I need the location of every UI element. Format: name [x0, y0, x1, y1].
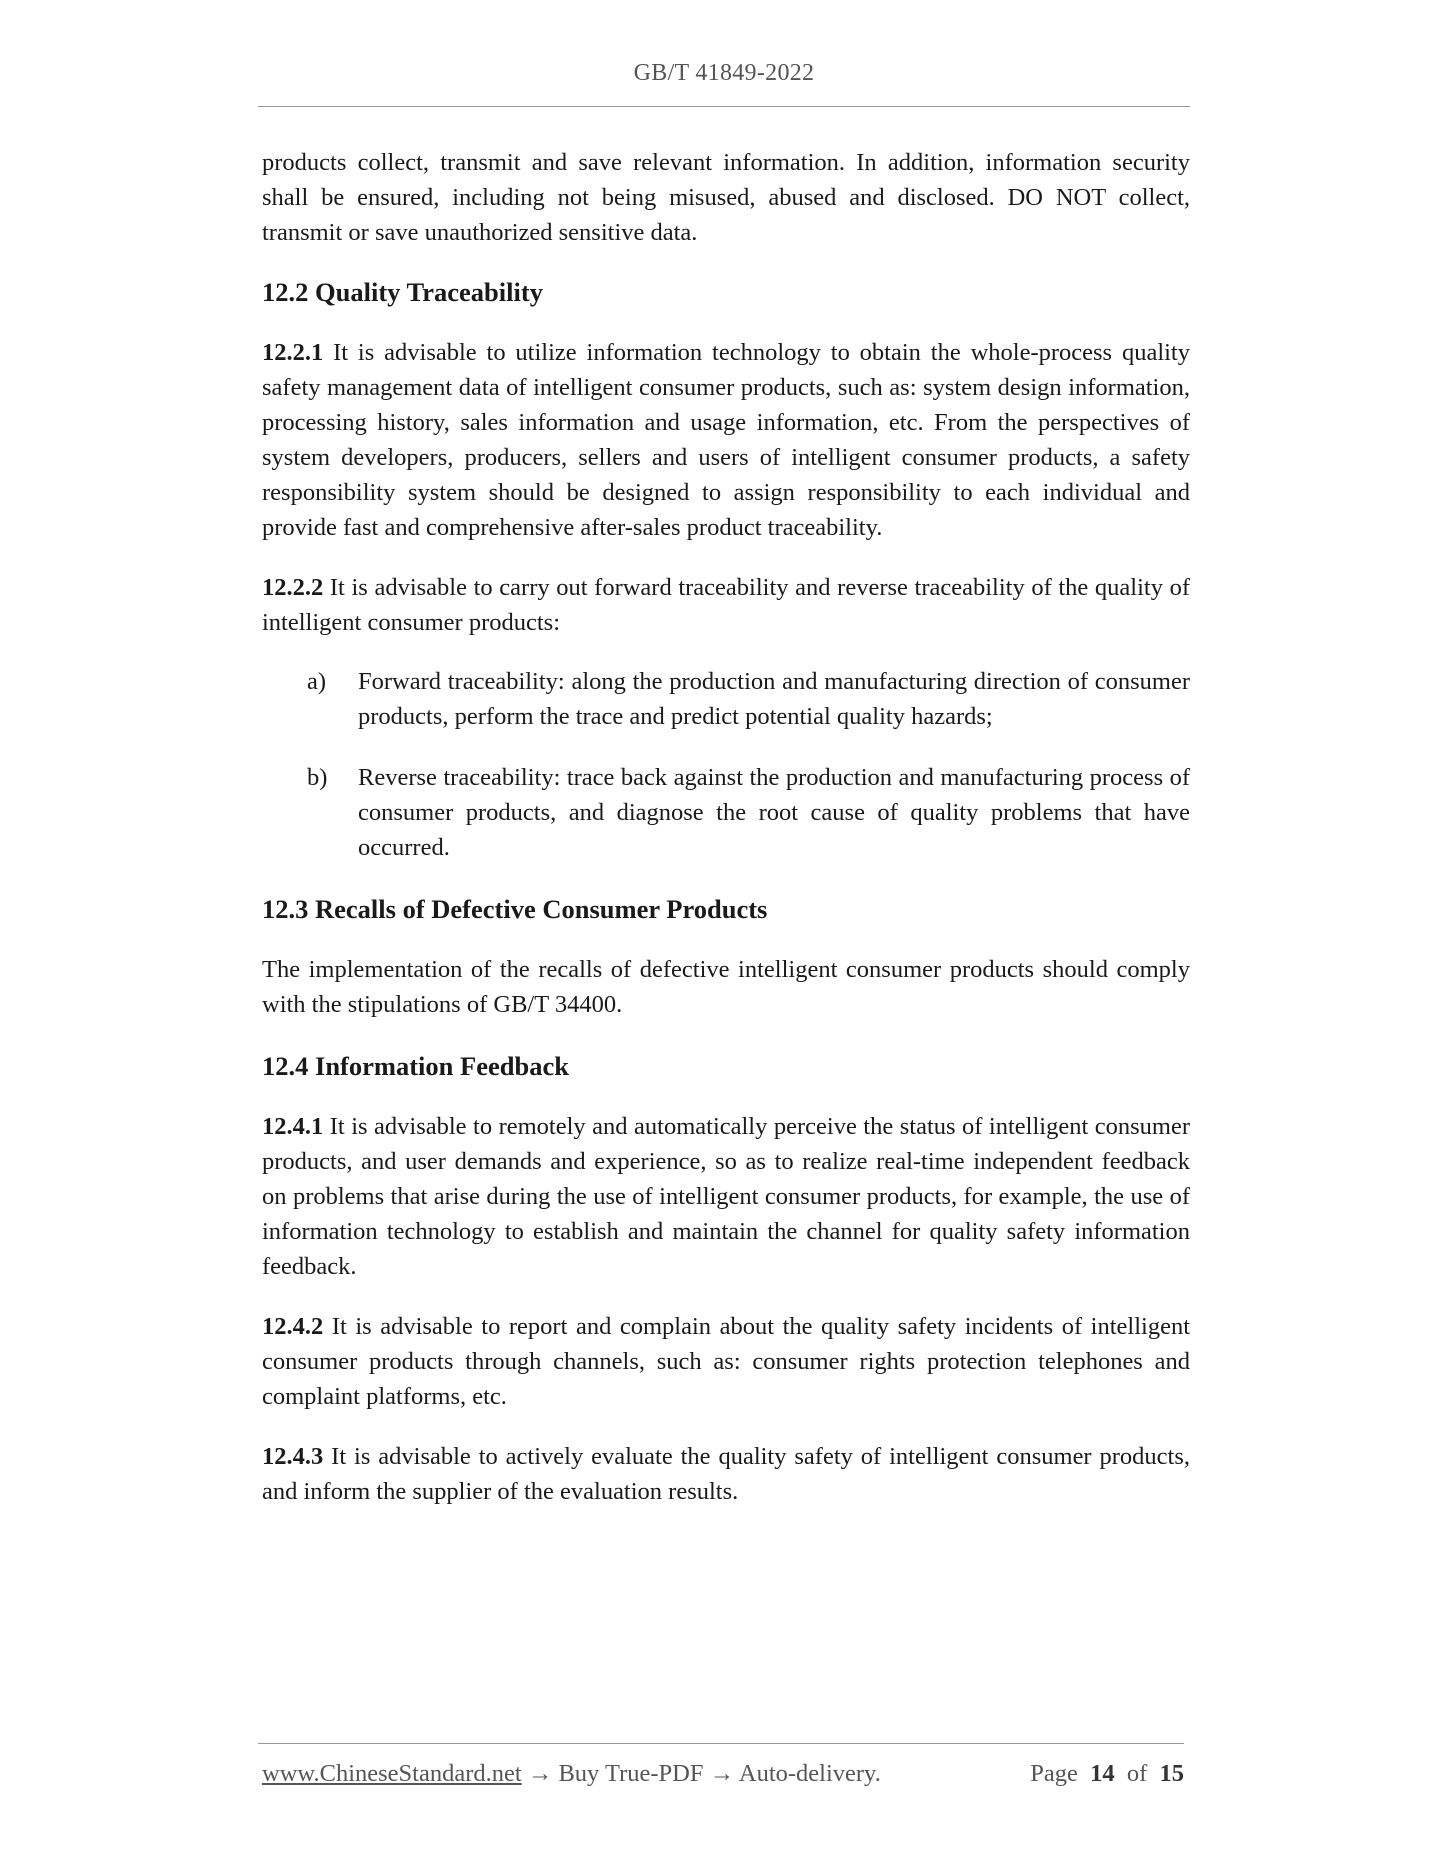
- of-label: of: [1126, 1760, 1148, 1787]
- running-header: GB/T 41849-2022: [633, 60, 815, 86]
- clause-12-4-2: [262, 1309, 1190, 1414]
- clause-number: 12.2.2: [262, 574, 324, 601]
- list-item: [262, 664, 1190, 734]
- footer-promo: [262, 1760, 881, 1788]
- list-text: Reverse traceability: trace back against the production and manufacturing process of consumer products, and diagnose the root cause of quality problems that have occurred.: [358, 764, 1190, 861]
- page-label: Page: [1030, 1760, 1078, 1787]
- clause-12-4-1: [262, 1109, 1190, 1284]
- clause-12-2-2: [262, 570, 1190, 640]
- clause-number: 12.2.1: [262, 339, 324, 366]
- delivery-text: Auto-delivery.: [738, 1760, 881, 1787]
- current-page: 14: [1090, 1760, 1115, 1787]
- page-body: [262, 145, 1190, 1509]
- clause-12-2-1: [262, 335, 1190, 545]
- paragraph-continuation: products collect, transmit and save relevant information. In addition, information security shall be ensured, including not being misused, abused and disclosed. DO NOT collect, transmit or save unauthorized sensitive data.: [262, 149, 1190, 246]
- page-number: [1030, 1760, 1184, 1788]
- page-footer: [262, 1760, 1184, 1788]
- list-marker: b): [307, 764, 328, 791]
- footer-divider: [258, 1743, 1184, 1744]
- clause-text: It is advisable to carry out forward traceability and reverse traceability of the quality of intelligent consumer products:: [262, 574, 1191, 636]
- buy-text: Buy True-PDF: [558, 1760, 704, 1787]
- clause-number: 12.4.3: [262, 1443, 324, 1470]
- header-divider: [258, 106, 1190, 107]
- arrow-right-icon: →: [709, 1760, 735, 1787]
- list-marker: a): [307, 668, 327, 695]
- section-12-3-text: The implementation of the recalls of defective intelligent consumer products should comply with the stipulations of GB/T 34400.: [262, 956, 1190, 1018]
- site-link[interactable]: www.ChineseStandard.net: [262, 1760, 522, 1787]
- clause-number: 12.4.1: [262, 1113, 324, 1140]
- clause-text: It is advisable to report and complain about the quality safety incidents of intelligent consumer products through channels, such as: consumer rights protection telephones and complaint platforms, etc.: [262, 1313, 1191, 1410]
- heading-12-4: 12.4 Information Feedback: [262, 1051, 569, 1081]
- list-text: Forward traceability: along the production and manufacturing direction of consumer products, perform the trace and predict potential quality hazards;: [358, 668, 1190, 730]
- clause-text: It is advisable to remotely and automatically perceive the status of intelligent consumer products, and user demands and experience, so as to realize real-time independent feedback on problems that arise during the use of intelligent consumer products, for example, the use of information technology to establish and maintain the channel for quality safety information feedback.: [262, 1113, 1191, 1280]
- clause-text: It is advisable to utilize information technology to obtain the whole-process quality safety management data of intelligent consumer products, such as: system design information, processing history, sales information and usage information, etc. From the perspectives of system developers, producers, sellers and users of intelligent consumer products, a safety responsibility system should be designed to assign responsibility to each individual and provide fast and comprehensive after-sales product traceability.: [262, 339, 1190, 541]
- clause-text: It is advisable to actively evaluate the quality safety of intelligent consumer products, and inform the supplier of the evaluation results.: [262, 1443, 1190, 1505]
- traceability-list: [262, 664, 1190, 865]
- heading-12-2: 12.2 Quality Traceability: [262, 277, 543, 307]
- arrow-right-icon: →: [527, 1760, 553, 1787]
- heading-12-3: 12.3 Recalls of Defective Consumer Products: [262, 894, 768, 924]
- clause-number: 12.4.2: [262, 1313, 324, 1340]
- clause-12-4-3: [262, 1439, 1190, 1509]
- total-pages: 15: [1159, 1760, 1184, 1787]
- list-item: [262, 760, 1190, 865]
